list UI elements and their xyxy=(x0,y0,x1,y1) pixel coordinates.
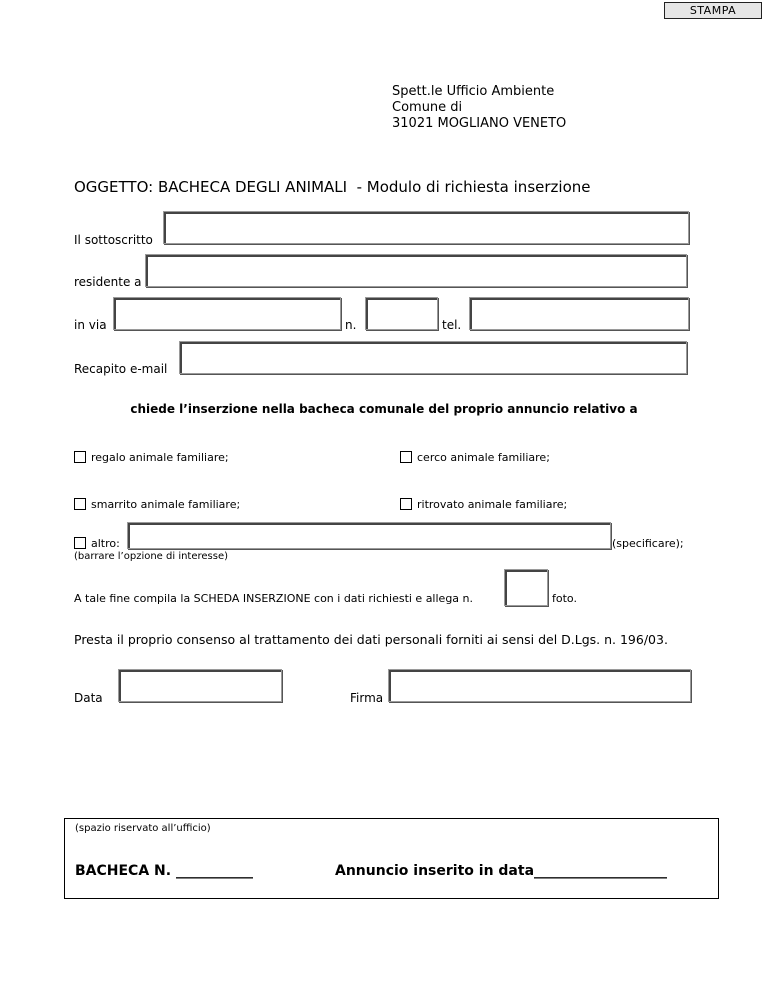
residente-label: residente a xyxy=(74,275,142,289)
regalo-label: regalo animale familiare; xyxy=(91,451,229,464)
print-button[interactable]: STAMPA xyxy=(664,2,762,19)
addressee-line: Comune di xyxy=(392,100,463,115)
request-heading: chiede l’inserzione nella bacheca comunale del proprio annuncio relativo a xyxy=(130,402,638,416)
subject-line: OGGETTO: BACHECA DEGLI ANIMALI - Modulo di richiesta inserzione xyxy=(74,178,591,196)
office-reserved-box xyxy=(64,818,719,899)
altro-field[interactable] xyxy=(127,522,611,549)
cerco-checkbox[interactable] xyxy=(400,451,412,463)
reserved-note: (spazio riservato all’ufficio) xyxy=(75,823,211,834)
via-label: in via xyxy=(74,318,107,332)
residente-field[interactable] xyxy=(145,254,687,287)
foto-label: foto. xyxy=(552,592,577,605)
numero-field[interactable] xyxy=(365,297,438,330)
consent-text: Presta il proprio consenso al trattamento dei dati personali forniti ai sensi del D.Lgs. n. 196/03. xyxy=(74,632,668,647)
firma-label: Firma xyxy=(350,691,384,705)
altro-label: altro: xyxy=(91,537,120,550)
annuncio-date: Annuncio inserito in data___________________ xyxy=(335,863,668,879)
ritrovato-label: ritrovato animale familiare; xyxy=(417,498,568,511)
via-field[interactable] xyxy=(113,297,341,330)
tel-field[interactable] xyxy=(469,297,689,330)
addressee-block xyxy=(392,84,566,132)
sottoscritto-field[interactable] xyxy=(163,211,689,244)
email-field[interactable] xyxy=(179,341,687,374)
data-label: Data xyxy=(74,691,103,705)
barrare-note: (barrare l’opzione di interesse) xyxy=(74,551,229,562)
sottoscritto-label: Il sottoscritto xyxy=(74,233,153,247)
addressee-line: Spett.le Ufficio Ambiente xyxy=(392,84,555,99)
smarrito-checkbox[interactable] xyxy=(74,498,86,510)
bacheca-number: BACHECA N. ___________ xyxy=(75,863,253,879)
tel-label: tel. xyxy=(442,318,462,332)
email-label: Recapito e-mail xyxy=(74,362,168,376)
data-field[interactable] xyxy=(118,669,282,702)
regalo-checkbox[interactable] xyxy=(74,451,86,463)
smarrito-label: smarrito animale familiare; xyxy=(91,498,241,511)
specificare-label: (specificare); xyxy=(612,537,684,550)
numero-label: n. xyxy=(345,318,357,332)
ritrovato-checkbox[interactable] xyxy=(400,498,412,510)
altro-checkbox[interactable] xyxy=(74,537,86,549)
firma-field[interactable] xyxy=(388,669,691,702)
addressee-line: 31021 MOGLIANO VENETO xyxy=(392,116,567,131)
cerco-label: cerco animale familiare; xyxy=(417,451,550,464)
scheda-text: A tale fine compila la SCHEDA INSERZIONE con i dati richiesti e allega n. xyxy=(74,592,474,605)
foto-count-field[interactable] xyxy=(504,569,548,606)
